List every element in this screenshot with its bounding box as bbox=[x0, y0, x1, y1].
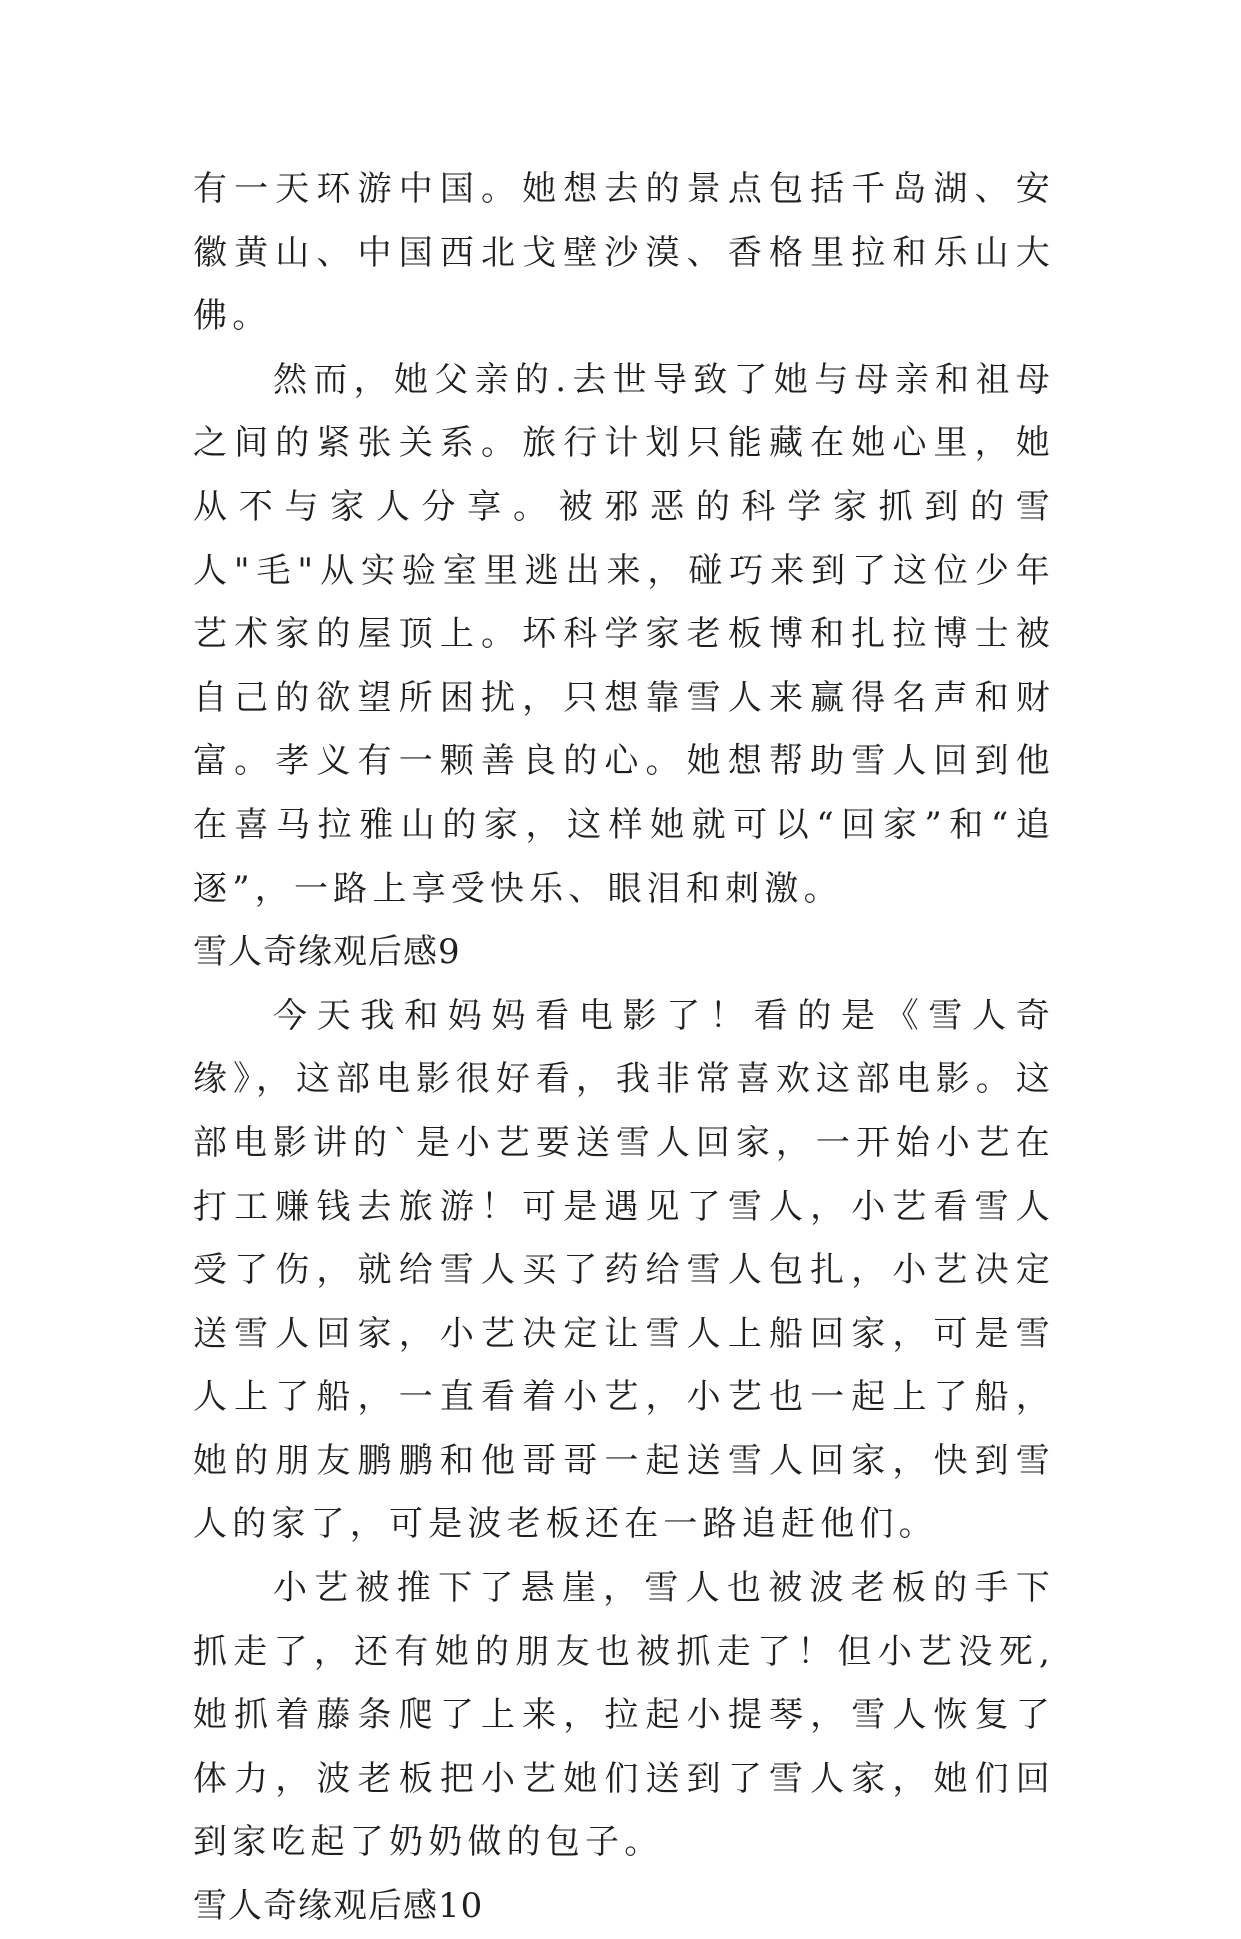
section-heading-10: 雪人奇缘观后感10 bbox=[193, 1886, 484, 1927]
section-heading-9: 雪人奇缘观后感9 bbox=[193, 932, 461, 973]
paragraph-4: 小艺被推下了悬崖，雪人也被波老板的手下抓走了，还有她的朋友也被抓走了！但小艺没死,她抓着藤条爬了上来，拉起小提琴，雪人恢复了体力，波老板把小艺她们送到了雪人家，她们回到家吃起了奶奶做的包子。 bbox=[193, 1568, 1055, 1863]
document-body bbox=[193, 158, 1055, 1939]
paragraph-1: 有一天环游中国。她想去的景点包括千岛湖、安徽黄山、中国西北戈壁沙漠、香格里拉和乐山大佛。 bbox=[193, 169, 1055, 337]
paragraph-3: 今天我和妈妈看电影了！看的是《雪人奇缘》，这部电影很好看，我非常喜欢这部电影。这部电影讲的`是小艺要送雪人回家，一开始小艺在打工赚钱去旅游！可是遇见了雪人，小艺看雪人受了伤，就给雪人买了药给雪人包扎，小艺决定送雪人回家，小艺决定让雪人上船回家，可是雪人上了船，一直看着小艺，小艺也一起上了船，她的朋友鹏鹏和他哥哥一起送雪人回家，快到雪人的家了，可是波老板还在一路追赶他们。 bbox=[193, 995, 1055, 1545]
paragraph-2: 然而，她父亲的.去世导致了她与母亲和祖母之间的紧张关系。旅行计划只能藏在她心里，她从不与家人分享。被邪恶的科学家抓到的雪人"毛"从实验室里逃出来，碰巧来到了这位少年艺术家的屋顶上。坏科学家老板博和扎拉博士被自己的欲望所困扰，只想靠雪人来赢得名声和财富。孝义有一颗善良的心。她想帮助雪人回到他在喜马拉雅山的家，这样她就可以“回家”和“追逐”，一路上享受快乐、眼泪和刺激。 bbox=[193, 359, 1055, 909]
